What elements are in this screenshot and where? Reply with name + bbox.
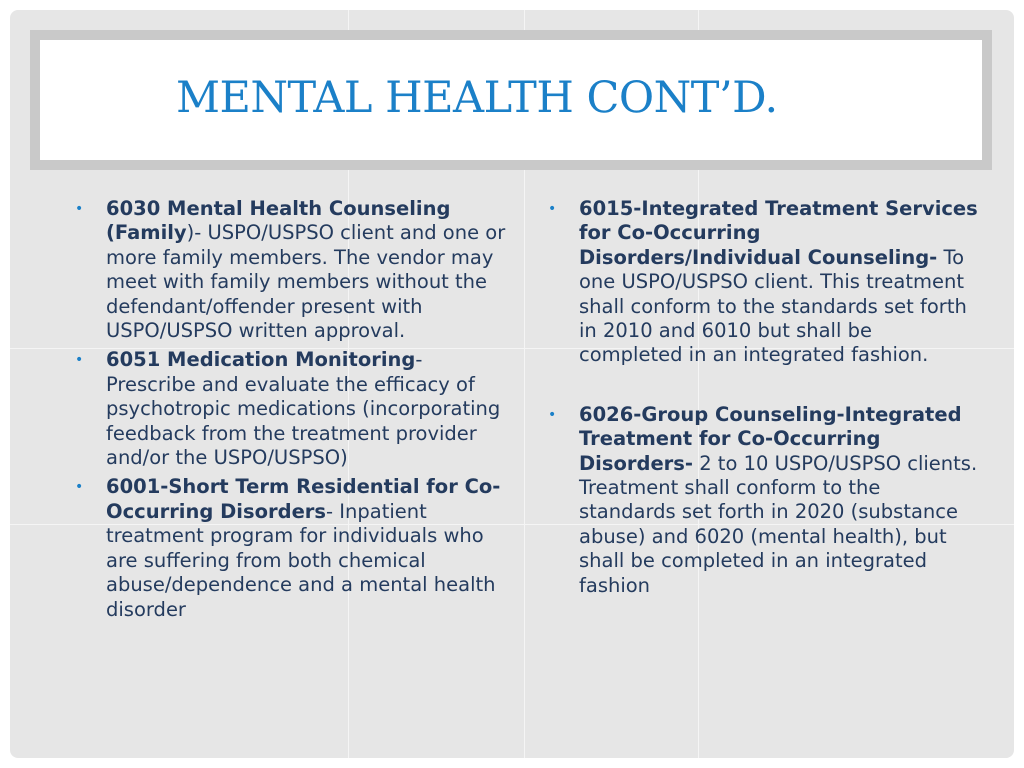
list-item [68, 348, 508, 470]
item-code-title: 6051 Medication Monitoring [106, 348, 416, 372]
bullet-icon: • [75, 479, 84, 496]
item-description: 2 to 10 USPO/USPSO clients. Treatment shall conform to the standards set forth in 2020 (substance abuse) and 6020 (mental health), but shall be completed in an integrated fashion [579, 451, 978, 597]
item-code-title: 6026-Group Counseling-Integrated Treatment for Co-Occurring Disorders- [579, 402, 962, 475]
list-item [541, 197, 981, 368]
list-item [541, 403, 981, 598]
list-item [68, 475, 508, 621]
item-code-title: 6001-Short Term Residential for Co-Occurring Disorders [106, 475, 501, 523]
bullet-icon: • [548, 406, 557, 423]
slide [10, 10, 1014, 758]
item-description: )- USPO/USPSO client and one or more family members. The vendor may meet with family members without the defendant/offender present with USPO/USPSO written approval. [106, 221, 506, 343]
item-code-title: 6015-Integrated Treatment Services for Co-Occurring Disorders/Individual Counseling- [579, 197, 978, 269]
list-item [68, 197, 508, 343]
right-bullet-list [541, 197, 981, 598]
left-column [68, 197, 508, 627]
left-bullet-list [68, 197, 508, 622]
item-description: - Prescribe and evaluate the efficacy of psychotropic medications (incorporating feedback from the treatment provider and/or the USPO/USPSO) [106, 348, 501, 470]
title-frame [30, 30, 992, 170]
item-code-title: 6030 Mental Health Counseling [106, 197, 451, 220]
bullet-icon: • [548, 201, 557, 217]
right-column [541, 197, 981, 603]
bullet-icon: • [75, 352, 84, 369]
bullet-icon: • [75, 201, 84, 217]
item-code-title-paren: (Family [106, 221, 187, 245]
item-description: - Inpatient treatment program for individuals who are suffering from both chemical abuse/dependence and a mental health disorder [106, 499, 496, 621]
slide-title: MENTAL HEALTH CONT’D. [176, 73, 778, 123]
title-box [40, 40, 982, 160]
item-description: To one USPO/USPSO client. This treatment shall conform to the standards set forth in 2010 and 6010 but shall be completed in an integrated fashion. [579, 245, 967, 367]
